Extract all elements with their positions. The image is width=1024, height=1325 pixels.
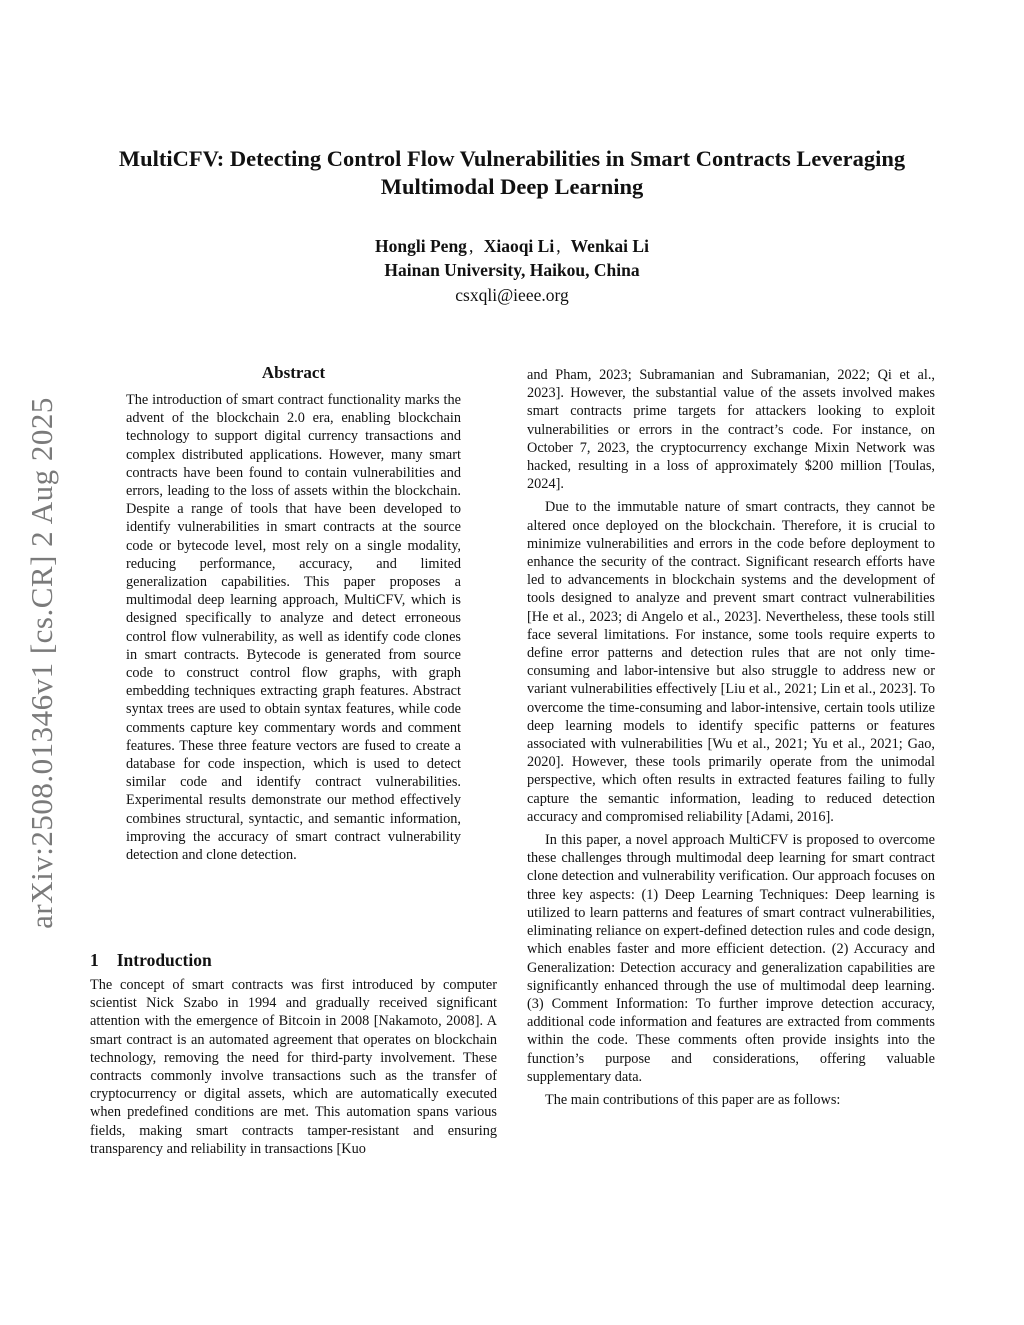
introduction-paragraph-1-continued: and Pham, 2023; Subramanian and Subramanian, 2022; Qi et al., 2023]. However, the substantial value of the assets involved makes smart contracts prime targets for attackers looking to exploit vulnerabilities or errors in the contract’s code. For instance, on October 7, 2023, the cryptocurrency exchange Mixin Network was hacked, resulting in a loss of approximately $200 million [Toulas, 2024]. — [527, 367, 935, 493]
introduction-paragraph-4: The main contributions of this paper are as follows: — [545, 1091, 841, 1108]
arxiv-identifier-margin — [12, 375, 72, 950]
author-list: Hongli Peng , Xiaoqi Li , Wenkai Li — [375, 236, 649, 256]
section-heading-introduction — [90, 948, 495, 972]
author-name: Wenkai Li — [570, 236, 649, 256]
abstract-text: The introduction of smart contract functionality marks the advent of the blockchain 2.0 era, enabling blockchain technology to support digital currency transactions and complex distributed applications. However, many smart contracts have been found to contain vulnerabilities and errors, leading to the loss of assets within the blockchain. Despite a range of tools that have been developed to identify vulnerabilities in smart contracts at the source code or bytecode level, most rely on a single modality, reducing performance, accuracy, and limited generalization capabilities. This paper proposes a multimodal deep learning approach, MultiCFV, which is designed specifically to analyze and detect erroneous control flow vulnerability, as well as identify code clones in smart contracts. Bytecode is generated from source code to construct control flow graphs, with graph embedding techniques extracting graph features. Abstract syntax trees are used to obtain syntax features, while code comments capture key commentary words and comment features. These three feature vectors are fused to create a database for code inspection, which is used to detect similar code and identify contract vulnerabilities. Experimental results demonstrate our method effectively combines structural, syntactic, and semantic information, improving the accuracy of smart contract vulnerability detection and clone detection. — [126, 392, 461, 864]
abstract-heading: Abstract — [261, 363, 326, 382]
author-email: csxqli@ieee.org — [455, 285, 569, 305]
arxiv-identifier: arXiv:2508.01346v1 [cs.CR] 2 Aug 2025 — [24, 396, 60, 929]
author-affiliation: Hainan University, Haikou, China — [384, 260, 640, 280]
section-number: 1 — [90, 950, 99, 970]
author-name: Xiaoqi Li — [483, 236, 555, 256]
author-name: Hongli Peng — [375, 236, 467, 256]
introduction-paragraph-1: The concept of smart contracts was first introduced by computer scientist Nick Szabo in 1994 and gradually received significant attention with the emergence of Bitcoin in 2008 [Nakamoto, 2008]. A smart contract is an automated agreement that operates on blockchain technology, removing the need for third-party involvement. These contracts commonly involve transactions such as the transfer of cryptocurrency or digital assets, which are automatically executed when predefined conditions are met. This automation spans various fields, making smart contracts tamper-resistant and ensuring transparency and reliability in transactions [Kuo — [90, 977, 497, 1157]
right-column — [527, 366, 935, 1114]
introduction-paragraph-2: Due to the immutable nature of smart contracts, they cannot be altered once deployed on the blockchain. Therefore, it is crucial to minimize vulnerabilities and errors in the code before deployment to enhance the security of the contract. Significant research efforts have led to advancements in blockchain systems and the development of tools designed to analyze and prevent smart contract vulnerabilities [He et al., 2023; di Angelo et al., 2023]. Nevertheless, these tools still face several limitations. For instance, some tools require experts to define error patterns and detection rules that are not only time-consuming and labor-intensive but also struggle to address new or variant vulnerabilities effectively [Liu et al., 2021; Lin et al., 2023]. To overcome the time-consuming and labor-intensive, certain tools utilize deep learning models to identify specific patterns or features associated with vulnerabilities [Wu et al., 2021; Yu et al., 2021; Gao, 2020]. However, these tools primarily operate from the unimodal perspective, which often results in extracted features failing to fully capture the semantic information, leading to reduced detection accuracy and compromised reliability [Adami, 2016]. — [527, 499, 935, 825]
section-title: Introduction — [116, 950, 212, 970]
introduction-paragraph-3: In this paper, a novel approach MultiCFV is proposed to overcome these challenges through multimodal deep learning for smart contract clone detection and vulnerability verification. Our approach focuses on three key aspects: (1) Deep Learning Techniques: Deep learning is utilized to learn patterns and features of smart contract vulnerabilities, eliminating reliance on expert-defined detection rules and code design, which enables faster and more efficient detection. (2) Accuracy and Generalization: Detection accuracy and generalization capabilities are significantly enhanced through the use of multimodal deep learning. (3) Comment Information: To further improve detection accuracy, additional code information and features are extracted from comments within the code. These comments often provide insights into the function’s purpose and considerations, offering valuable supplementary data. — [527, 832, 935, 1085]
paper-title: MultiCFV: Detecting Control Flow Vulnerabilities in Smart Contracts Leveraging Multimodal Deep Learning — [118, 146, 906, 199]
